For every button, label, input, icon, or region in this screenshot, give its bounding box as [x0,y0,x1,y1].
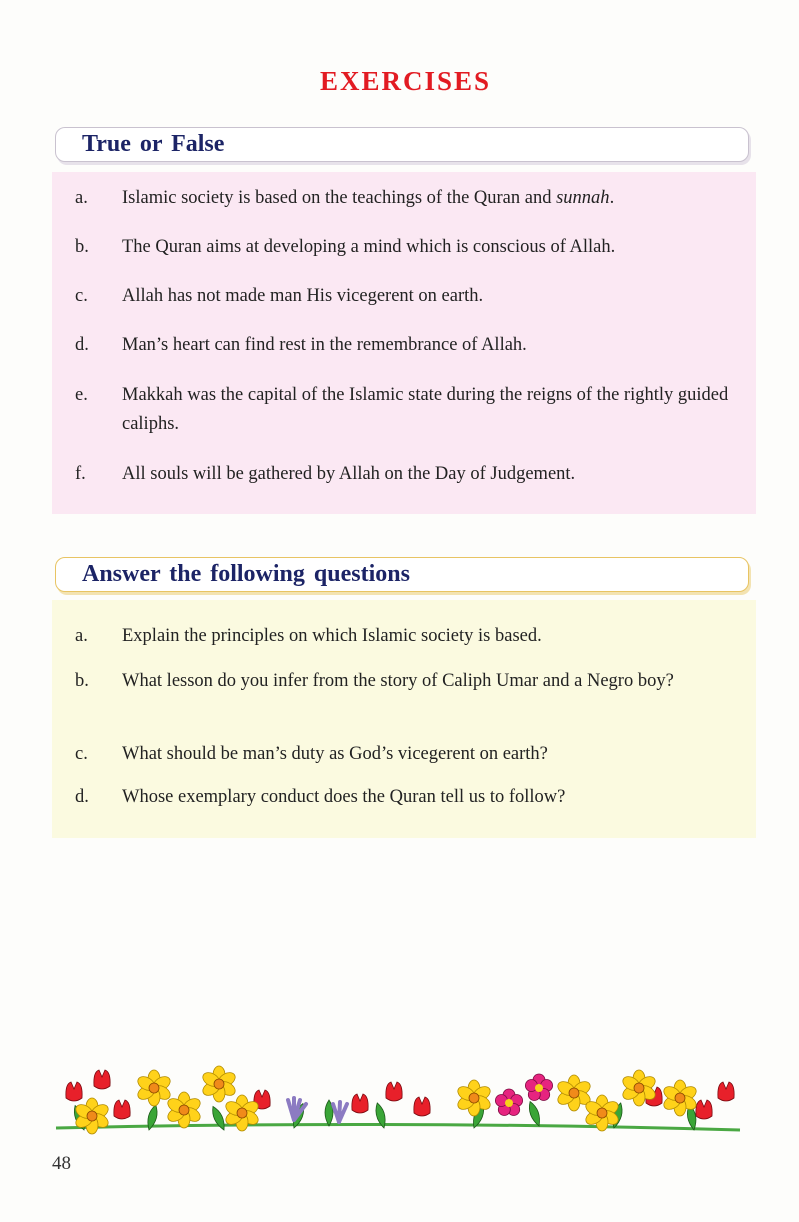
flower-border-illustration [54,1058,742,1138]
item-letter: a. [75,188,88,208]
questions-header [55,557,749,592]
item-letter: d. [75,787,89,807]
item-text: What lesson do you infer from the story of Caliph Umar and a Negro boy? [122,671,674,691]
true-false-panel [52,172,756,514]
item-text: What should be man’s duty as God’s vicegerent on earth? [122,744,548,764]
item-letter: f. [75,464,86,484]
item-letter: b. [75,671,89,691]
sunnah-emphasis: sunnah [556,188,610,208]
item-letter: c. [75,744,88,764]
item-letter: c. [75,286,88,306]
item-text: Explain the principles on which Islamic society is based. [122,626,542,646]
true-false-heading: True or False [82,131,225,157]
item-letter: a. [75,626,88,646]
page-number: 48 [52,1153,71,1174]
page-title: EXERCISES [319,66,492,96]
item-text: Whose exemplary conduct does the Quran tell us to follow? [122,787,566,807]
questions-heading: Answer the following questions [82,561,410,587]
item-letter: d. [75,335,89,355]
true-false-header [55,127,749,162]
item-text: Man’s heart can find rest in the remembrance of Allah. [122,335,527,355]
item-letter: b. [75,237,89,257]
item-text: Allah has not made man His vicegerent on earth. [122,286,484,306]
item-text: The Quran aims at developing a mind which is conscious of Allah. [122,237,616,257]
item-text: Makkah was the capital of the Islamic state during the reigns of the rightly guided caliphs. [122,385,729,434]
questions-panel [52,600,756,838]
item-text: All souls will be gathered by Allah on the Day of Judgement. [122,464,576,484]
item-text: Islamic society is based on the teachings of the Quran and sunnah. [122,188,615,208]
item-letter: e. [75,385,88,405]
